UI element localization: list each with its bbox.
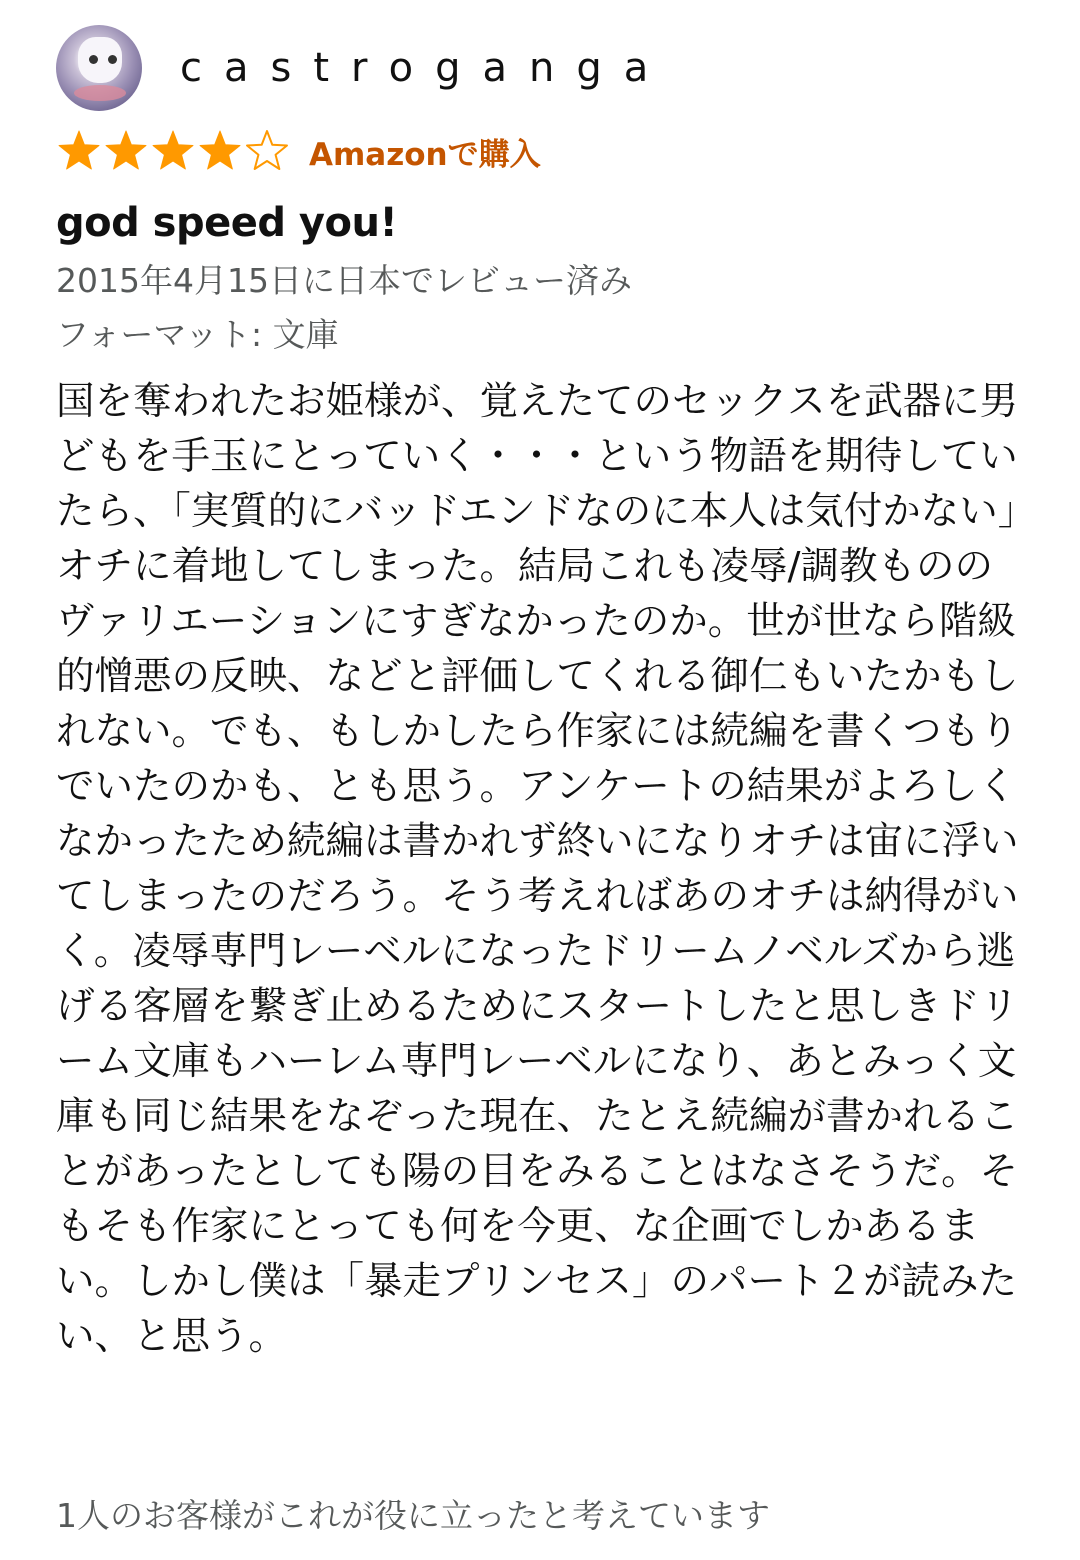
star-filled-icon xyxy=(56,129,102,173)
review-card xyxy=(56,24,1026,1364)
star-filled-icon xyxy=(150,129,196,173)
star-empty-icon xyxy=(244,129,290,173)
reviewer-name[interactable]: castroganga xyxy=(180,45,671,91)
helpful-count: 1人のお客様がこれが役に立ったと考えています xyxy=(56,1496,770,1535)
star-rating xyxy=(56,129,291,173)
avatar-eye-left xyxy=(89,55,98,64)
star-filled-icon xyxy=(197,129,243,173)
rating-row xyxy=(56,126,1026,176)
reviewer-row xyxy=(56,24,1026,112)
review-date: 2015年4月15日に日本でレビュー済み xyxy=(56,261,632,300)
avatar-eye-right xyxy=(108,55,117,64)
review-body: 国を奪われたお姫様が、覚えたてのセックスを武器に男どもを手玉にとっていく・・・という物語を期待していたら、「実質的にバッドエンドなのに本人は気付かない」オチに着地してしまった。結局これも凌辱/調教もののヴァリエーションにすぎなかったのか。世が世なら階級的憎悪の反映、などと評価してくれる御仁もいたかもしれない。でも、もしかしたら作家には続編を書くつもりでいたのかも、とも思う。アンケートの結果がよろしくなかったため続編は書かれず終いになりオチは宙に浮いてしまったのだろう。そう考えればあのオチは納得がいく。凌辱専門レーベルになったドリームノベルズから逃げる客層を繋ぎ止めるためにスタートしたと思しきドリーム文庫もハーレム専門レーベルになり、あとみっく文庫も同じ結果をなぞった現在、たとえ続編が書かれることがあったとしても陽の目をみることはなさそうだ。そもそも作家にとっても何を今更、な企画でしかあるまい。しかし僕は「暴走プリンセス」のパート２が読みたい、と思う。 xyxy=(56,379,1019,1359)
avatar-icon[interactable] xyxy=(56,25,142,111)
review-title[interactable]: god speed you! xyxy=(56,200,398,246)
review-format: フォーマット: 文庫 xyxy=(56,315,339,354)
avatar-mouth xyxy=(74,85,126,101)
star-filled-icon xyxy=(103,129,149,173)
verified-purchase-badge: Amazonで購入 xyxy=(309,136,541,173)
